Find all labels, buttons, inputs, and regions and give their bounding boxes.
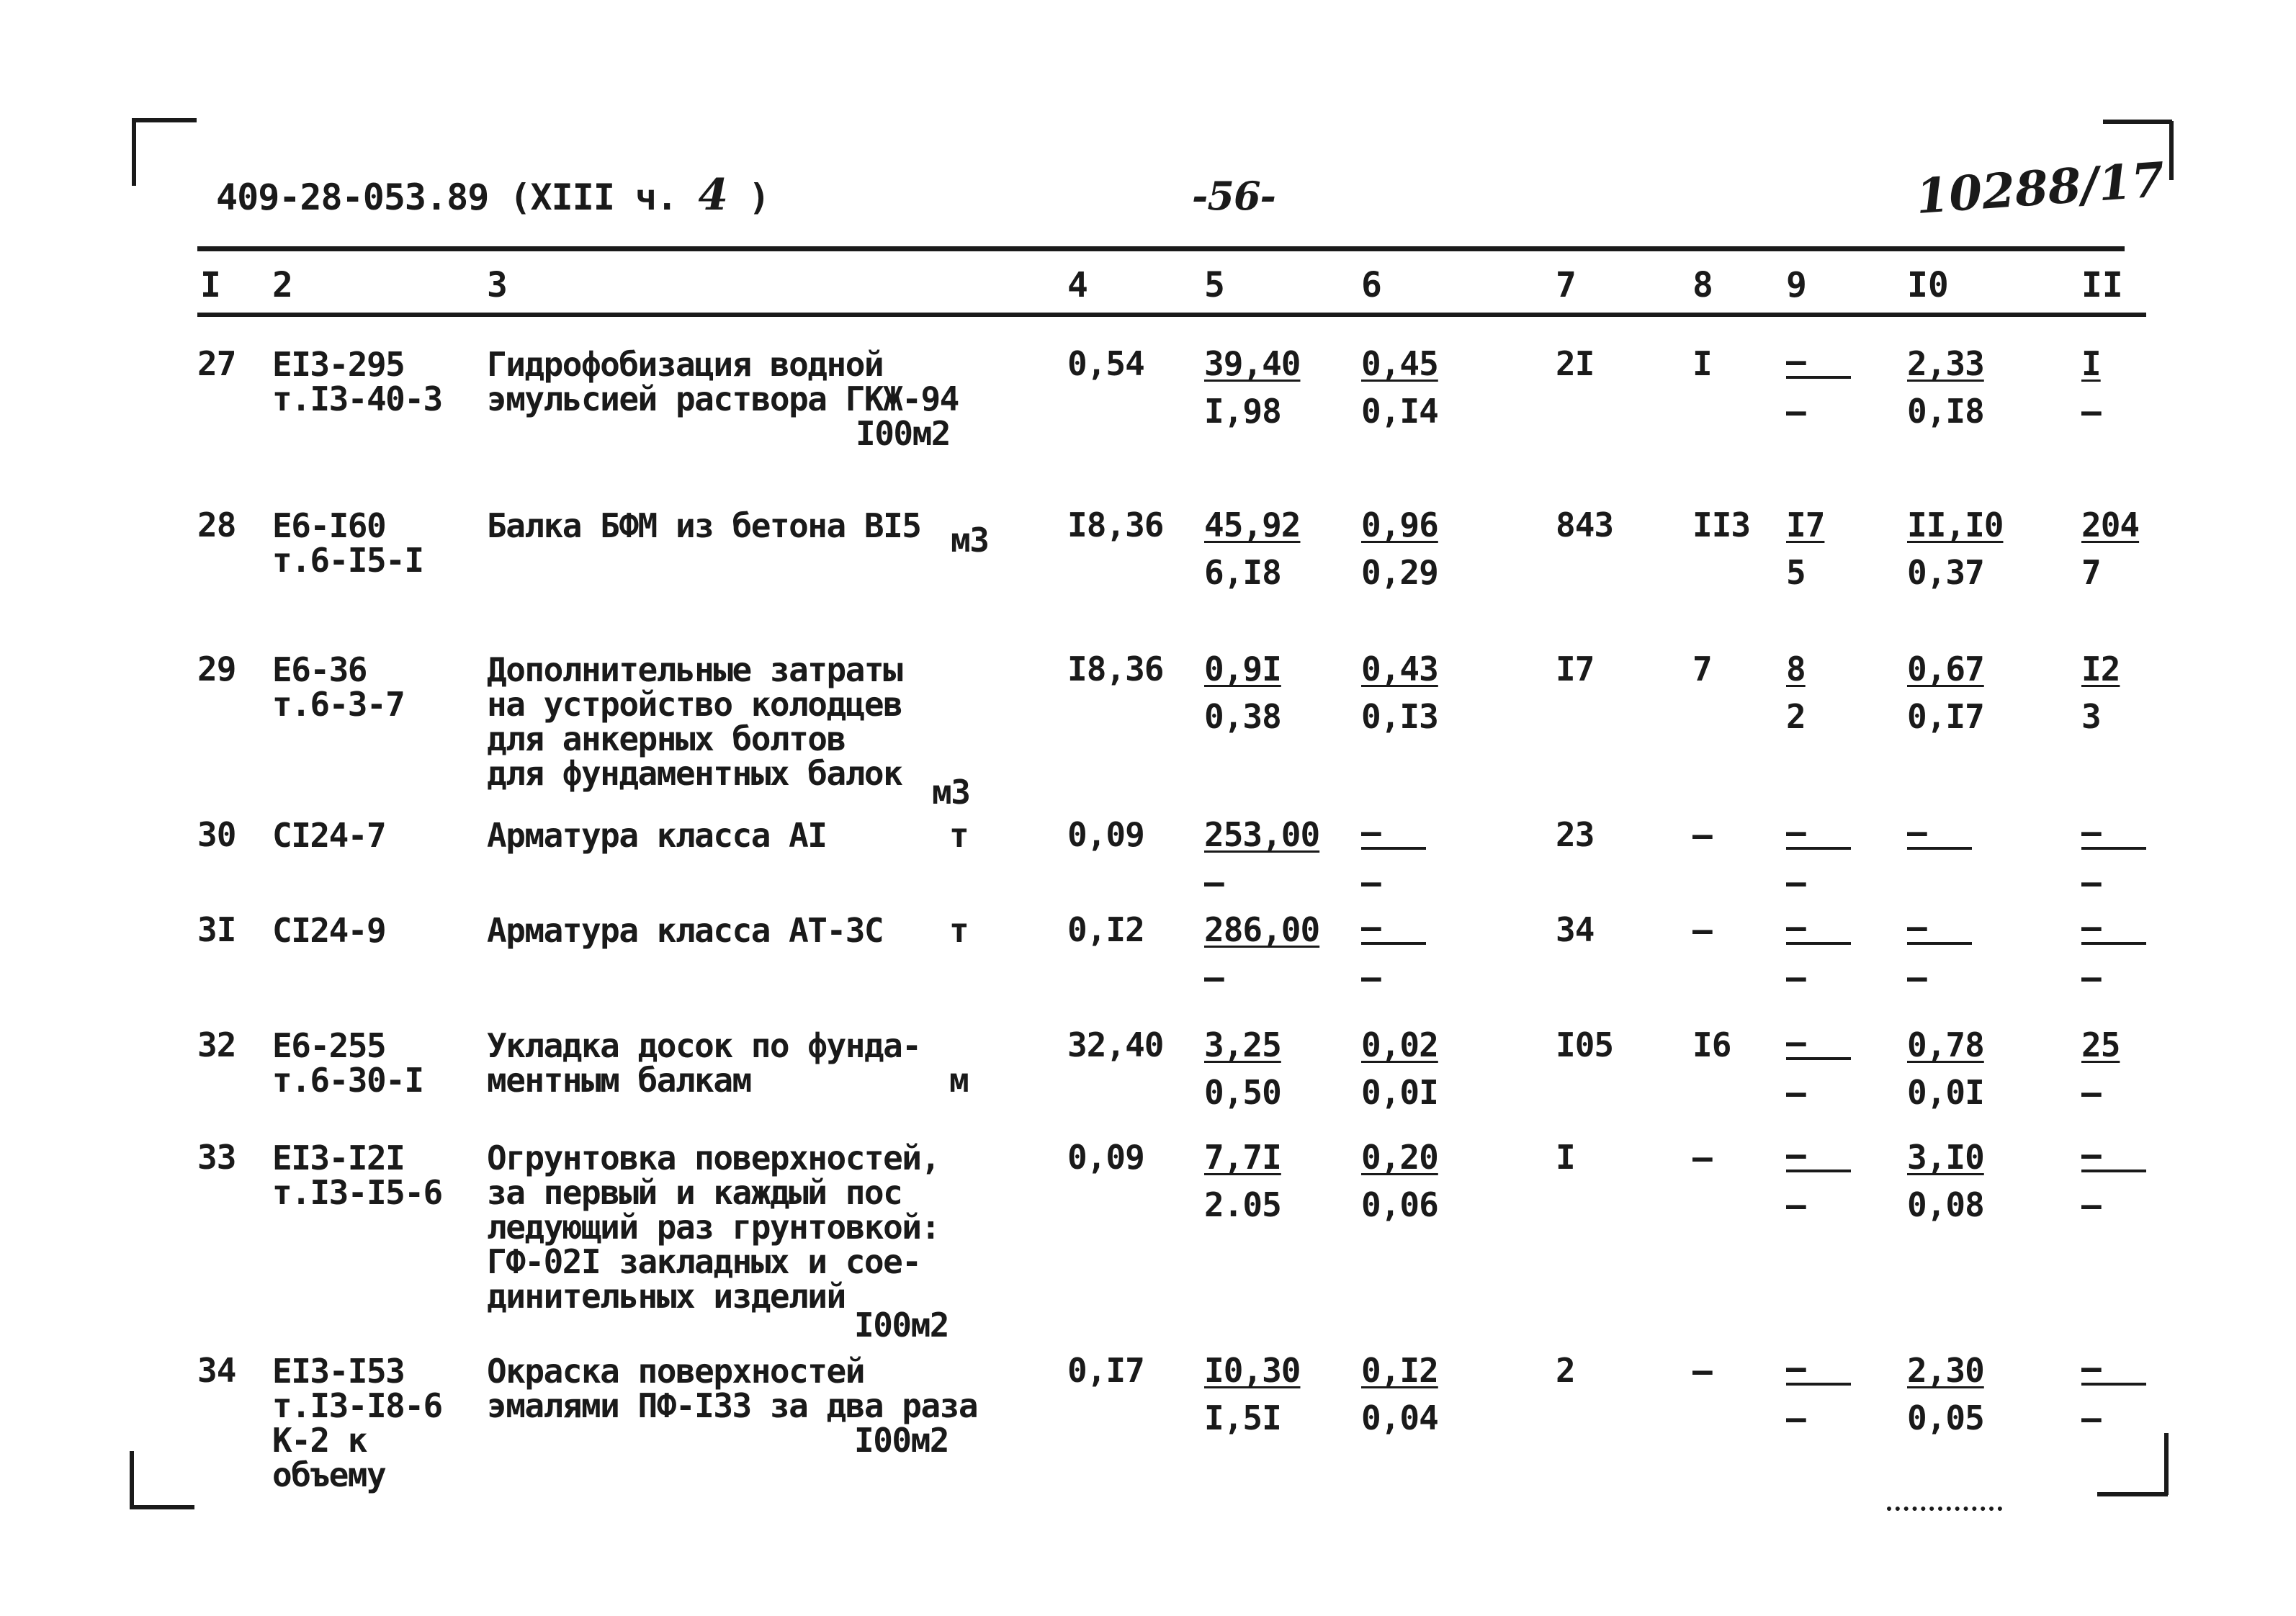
corner-mark-top-right-vertical bbox=[2169, 121, 2174, 180]
wage-per-unit-top-dash: – bbox=[1361, 812, 1381, 851]
machine-cost-top bbox=[1786, 1025, 1851, 1060]
corner-mark-top-right-horizontal bbox=[2103, 120, 2172, 124]
machine-cost-bottom: – bbox=[1786, 1399, 1806, 1437]
footer-sheet-code bbox=[1887, 1507, 2002, 1518]
total-labor-bottom: – bbox=[2081, 392, 2101, 431]
machine-cost-bottom: 2 bbox=[1786, 697, 1806, 736]
total-labor-top: I bbox=[2081, 344, 2101, 383]
total-labor-top-dash: – bbox=[2081, 812, 2101, 851]
wage-per-unit-top: 0,02 bbox=[1361, 1025, 1438, 1064]
norm-code-line: т.I3-40-3 bbox=[272, 380, 442, 418]
row-number: 32 bbox=[197, 1025, 236, 1064]
total-labor-bottom: – bbox=[2081, 863, 2101, 902]
norm-code-line: CI24-9 bbox=[272, 911, 386, 950]
row-number: 29 bbox=[197, 650, 236, 688]
machine-cost-top-dash: – bbox=[1786, 1348, 1806, 1387]
total-cost: I7 bbox=[1556, 650, 1595, 688]
machine-cost-top bbox=[1786, 1348, 1851, 1387]
labor-per-unit-top-dash: – bbox=[1907, 907, 1927, 946]
work-description-line: для фундаментных балок bbox=[487, 754, 902, 793]
total-labor-bottom: 7 bbox=[2081, 553, 2101, 592]
norm-code-line: К-2 к bbox=[272, 1421, 367, 1460]
unit-of-measure: т bbox=[949, 816, 969, 855]
wage-per-unit-top: 0,96 bbox=[1361, 506, 1438, 544]
column-number-4: 4 bbox=[1067, 265, 1088, 305]
work-description-line: Огрунтовка поверхностей, bbox=[487, 1139, 940, 1177]
wage-per-unit-top-dash: – bbox=[1361, 907, 1381, 946]
norm-code-line: т.I3-I5-6 bbox=[272, 1173, 442, 1212]
row-number: 30 bbox=[197, 815, 236, 854]
row-number: 28 bbox=[197, 506, 236, 544]
total-labor-top: 204 bbox=[2081, 506, 2140, 544]
cost-per-unit-top: 0,9I bbox=[1204, 650, 1281, 688]
norm-code-line: т.I3-I8-6 bbox=[272, 1386, 442, 1425]
work-description-line: эмалями ПФ-I33 за два раза bbox=[487, 1386, 978, 1425]
total-labor-top-dash: – bbox=[2081, 907, 2101, 946]
wage-per-unit-top bbox=[1361, 812, 1426, 851]
wage-per-unit-top: 0,45 bbox=[1361, 344, 1438, 383]
corner-mark-bottom-left-vertical bbox=[130, 1451, 134, 1509]
total-labor-bottom: 3 bbox=[2081, 697, 2101, 736]
norm-code-line: т.6-I5-I bbox=[272, 541, 423, 580]
work-description-line: Балка БФМ из бетона BI5 bbox=[487, 506, 921, 545]
total-cost: I bbox=[1556, 1138, 1575, 1177]
cost-per-unit-bottom: – bbox=[1204, 958, 1224, 997]
labor-per-unit-top: 2,33 bbox=[1907, 344, 1984, 383]
wage-per-unit-bottom: 0,29 bbox=[1361, 553, 1438, 592]
machine-cost-bottom: – bbox=[1786, 958, 1806, 997]
document-part-handwritten: 4 bbox=[698, 170, 728, 220]
work-description-line: Арматура класса AT-3C bbox=[487, 911, 884, 950]
total-labor-top: I2 bbox=[2081, 650, 2120, 688]
wage-per-unit-bottom: 0,06 bbox=[1361, 1185, 1438, 1224]
total-cost: 843 bbox=[1556, 506, 1614, 544]
machine-hours: I6 bbox=[1692, 1025, 1731, 1064]
wage-per-unit-bottom: 0,04 bbox=[1361, 1399, 1438, 1437]
norm-code-line: т.6-3-7 bbox=[272, 685, 405, 724]
work-description-line: Гидрофобизация водной bbox=[487, 345, 884, 384]
document-code-close: ) bbox=[748, 176, 770, 218]
wage-per-unit-top: 0,20 bbox=[1361, 1138, 1438, 1177]
unit-of-measure: т bbox=[949, 911, 969, 950]
labor-per-unit-bottom: 0,I8 bbox=[1907, 392, 1984, 431]
machine-cost-bottom: – bbox=[1786, 863, 1806, 902]
cost-per-unit-top: 7,7I bbox=[1204, 1138, 1281, 1177]
work-description-line: ментным балкам bbox=[487, 1061, 751, 1100]
unit-of-measure: м bbox=[949, 1061, 969, 1100]
total-cost: 2 bbox=[1556, 1351, 1575, 1390]
column-number-1: I bbox=[200, 265, 221, 305]
labor-per-unit-top: 2,30 bbox=[1907, 1351, 1984, 1390]
column-number-7: 7 bbox=[1556, 265, 1577, 305]
row-number: 27 bbox=[197, 344, 236, 383]
column-number-3: 3 bbox=[487, 265, 508, 305]
work-description-line: ледующий раз грунтовкой: bbox=[487, 1208, 940, 1247]
wage-per-unit-bottom: – bbox=[1361, 958, 1381, 997]
labor-per-unit-bottom: 0,08 bbox=[1907, 1185, 1984, 1224]
work-description-line: для анкерных болтов bbox=[487, 719, 846, 758]
column-number-9: 9 bbox=[1786, 265, 1807, 305]
machine-cost-top bbox=[1786, 907, 1851, 946]
document-code-main: 409-28-053.89 (XIII ч. bbox=[216, 176, 678, 218]
total-labor-bottom: – bbox=[2081, 1073, 2101, 1112]
table-header-rule bbox=[197, 313, 2146, 317]
total-cost: 23 bbox=[1556, 815, 1595, 854]
work-description-line: динительных изделий bbox=[487, 1277, 846, 1316]
row-number: 34 bbox=[197, 1351, 236, 1390]
work-description-line: на устройство колодцев bbox=[487, 685, 902, 724]
unit-of-measure: м3 bbox=[951, 521, 989, 560]
machine-cost-bottom: – bbox=[1786, 392, 1806, 431]
cost-per-unit-top: 45,92 bbox=[1204, 506, 1301, 544]
quantity: 0,09 bbox=[1067, 815, 1144, 854]
machine-cost-top bbox=[1786, 812, 1851, 851]
labor-per-unit-top: 3,I0 bbox=[1907, 1138, 1984, 1177]
norm-code-line: объему bbox=[272, 1455, 386, 1494]
total-labor-top-dash: – bbox=[2081, 1348, 2101, 1387]
machine-hours: I bbox=[1692, 344, 1712, 383]
machine-cost-top-dash: – bbox=[1786, 1135, 1806, 1174]
column-number-5: 5 bbox=[1204, 265, 1225, 305]
corner-mark-bottom-left-horizontal bbox=[130, 1505, 194, 1509]
machine-hours: 7 bbox=[1692, 650, 1712, 688]
cost-per-unit-top: 3,25 bbox=[1204, 1025, 1281, 1064]
machine-cost-top: 8 bbox=[1786, 650, 1806, 688]
labor-per-unit-top bbox=[1907, 907, 1972, 946]
work-description-line: Укладка досок по фунда- bbox=[487, 1026, 921, 1065]
cost-per-unit-bottom: 6,I8 bbox=[1204, 553, 1281, 592]
corner-mark-bottom-right-vertical bbox=[2164, 1433, 2169, 1495]
quantity: 0,09 bbox=[1067, 1138, 1144, 1177]
machine-cost-top-dash: – bbox=[1786, 907, 1806, 946]
labor-per-unit-bottom: 0,37 bbox=[1907, 553, 1984, 592]
cost-per-unit-bottom: – bbox=[1204, 863, 1224, 902]
labor-per-unit-top: II,I0 bbox=[1907, 506, 2004, 544]
quantity: I8,36 bbox=[1067, 650, 1164, 688]
column-number-6: 6 bbox=[1361, 265, 1382, 305]
quantity: 0,I2 bbox=[1067, 910, 1144, 949]
machine-hours: II3 bbox=[1692, 506, 1751, 544]
labor-per-unit-top: 0,67 bbox=[1907, 650, 1984, 688]
wage-per-unit-top: 0,I2 bbox=[1361, 1351, 1438, 1390]
labor-per-unit-top bbox=[1907, 812, 1972, 851]
norm-code-line: EI3-295 bbox=[272, 345, 405, 384]
total-labor-top-dash: – bbox=[2081, 1135, 2101, 1174]
cost-per-unit-bottom: I,98 bbox=[1204, 392, 1281, 431]
row-number: 3I bbox=[197, 910, 236, 949]
labor-per-unit-bottom: 0,0I bbox=[1907, 1073, 1984, 1112]
norm-code-line: EI3-I53 bbox=[272, 1352, 405, 1391]
norm-code-line: E6-I60 bbox=[272, 506, 386, 545]
total-labor-bottom: – bbox=[2081, 1399, 2101, 1437]
labor-per-unit-bottom: – bbox=[1907, 958, 1927, 997]
work-description-line: эмульсией раствора ГКЖ-94 bbox=[487, 380, 959, 418]
work-description-line: Арматура класса AI bbox=[487, 816, 827, 855]
work-description-line: ГФ-02I закладных и сое- bbox=[487, 1242, 921, 1281]
unit-of-measure: I00м2 bbox=[856, 414, 950, 453]
work-description-line: за первый и каждый пос bbox=[487, 1173, 902, 1212]
total-cost: 2I bbox=[1556, 344, 1595, 383]
column-number-10: I0 bbox=[1907, 265, 1949, 305]
corner-mark-top-left-vertical bbox=[132, 121, 136, 186]
machine-cost-bottom: – bbox=[1786, 1185, 1806, 1224]
corner-mark-bottom-right-horizontal bbox=[2097, 1492, 2168, 1496]
wage-per-unit-bottom: 0,0I bbox=[1361, 1073, 1438, 1112]
table-top-rule bbox=[197, 246, 2125, 251]
labor-per-unit-top-dash: – bbox=[1907, 812, 1927, 851]
labor-per-unit-top: 0,78 bbox=[1907, 1025, 1984, 1064]
norm-code-line: E6-36 bbox=[272, 650, 367, 689]
total-cost: 34 bbox=[1556, 910, 1595, 949]
wage-per-unit-bottom: 0,I4 bbox=[1361, 392, 1438, 431]
machine-cost-bottom: – bbox=[1786, 1073, 1806, 1112]
wage-per-unit-top bbox=[1361, 907, 1426, 946]
handwritten-reference: 10288/17 bbox=[1914, 151, 2166, 225]
column-number-11: II bbox=[2081, 265, 2123, 305]
wage-per-unit-bottom: – bbox=[1361, 863, 1381, 902]
machine-hours: – bbox=[1692, 910, 1712, 949]
unit-of-measure: м3 bbox=[932, 773, 970, 812]
quantity: 0,I7 bbox=[1067, 1351, 1144, 1390]
norm-code-line: EI3-I2I bbox=[272, 1139, 405, 1177]
cost-per-unit-bottom: 2.05 bbox=[1204, 1185, 1281, 1224]
norm-code-line: т.6-30-I bbox=[272, 1061, 423, 1100]
page-number: -56- bbox=[1192, 173, 1275, 219]
total-labor-bottom: – bbox=[2081, 958, 2101, 997]
cost-per-unit-bottom: 0,50 bbox=[1204, 1073, 1281, 1112]
machine-hours: – bbox=[1692, 815, 1712, 854]
row-number: 33 bbox=[197, 1138, 236, 1177]
total-labor-top bbox=[2081, 907, 2146, 946]
cost-per-unit-bottom: I,5I bbox=[1204, 1399, 1281, 1437]
machine-hours: – bbox=[1692, 1138, 1712, 1177]
labor-per-unit-bottom: 0,05 bbox=[1907, 1399, 1984, 1437]
norm-code-line: CI24-7 bbox=[272, 816, 386, 855]
machine-cost-top-dash: – bbox=[1786, 341, 1806, 380]
work-description-line: Окраска поверхностей bbox=[487, 1352, 864, 1391]
total-labor-top: 25 bbox=[2081, 1025, 2120, 1064]
cost-per-unit-top: 253,00 bbox=[1204, 815, 1320, 854]
unit-of-measure: I00м2 bbox=[854, 1421, 949, 1460]
total-labor-top bbox=[2081, 1135, 2146, 1174]
total-cost: I05 bbox=[1556, 1025, 1614, 1064]
machine-hours: – bbox=[1692, 1351, 1712, 1390]
machine-cost-bottom: 5 bbox=[1786, 553, 1806, 592]
norm-code-line: E6-255 bbox=[272, 1026, 386, 1065]
cost-per-unit-top: 286,00 bbox=[1204, 910, 1320, 949]
quantity: 0,54 bbox=[1067, 344, 1144, 383]
total-labor-top bbox=[2081, 1348, 2146, 1387]
column-number-2: 2 bbox=[272, 265, 293, 305]
machine-cost-top-dash: – bbox=[1786, 1023, 1806, 1061]
machine-cost-top-dash: – bbox=[1786, 812, 1806, 851]
total-labor-top bbox=[2081, 812, 2146, 851]
work-description-line: Дополнительные затраты bbox=[487, 650, 902, 689]
wage-per-unit-bottom: 0,I3 bbox=[1361, 697, 1438, 736]
quantity: 32,40 bbox=[1067, 1025, 1164, 1064]
cost-per-unit-top: 39,40 bbox=[1204, 344, 1301, 383]
wage-per-unit-top: 0,43 bbox=[1361, 650, 1438, 688]
cost-per-unit-bottom: 0,38 bbox=[1204, 697, 1281, 736]
column-number-8: 8 bbox=[1692, 265, 1713, 305]
unit-of-measure: I00м2 bbox=[854, 1306, 949, 1345]
total-labor-bottom: – bbox=[2081, 1185, 2101, 1224]
machine-cost-top bbox=[1786, 341, 1851, 380]
quantity: I8,36 bbox=[1067, 506, 1164, 544]
labor-per-unit-bottom: 0,I7 bbox=[1907, 697, 1984, 736]
document-code bbox=[216, 170, 769, 220]
corner-mark-top-left-horizontal bbox=[132, 118, 197, 122]
machine-cost-top: I7 bbox=[1786, 506, 1825, 544]
machine-cost-top bbox=[1786, 1135, 1851, 1174]
cost-per-unit-top: I0,30 bbox=[1204, 1351, 1301, 1390]
